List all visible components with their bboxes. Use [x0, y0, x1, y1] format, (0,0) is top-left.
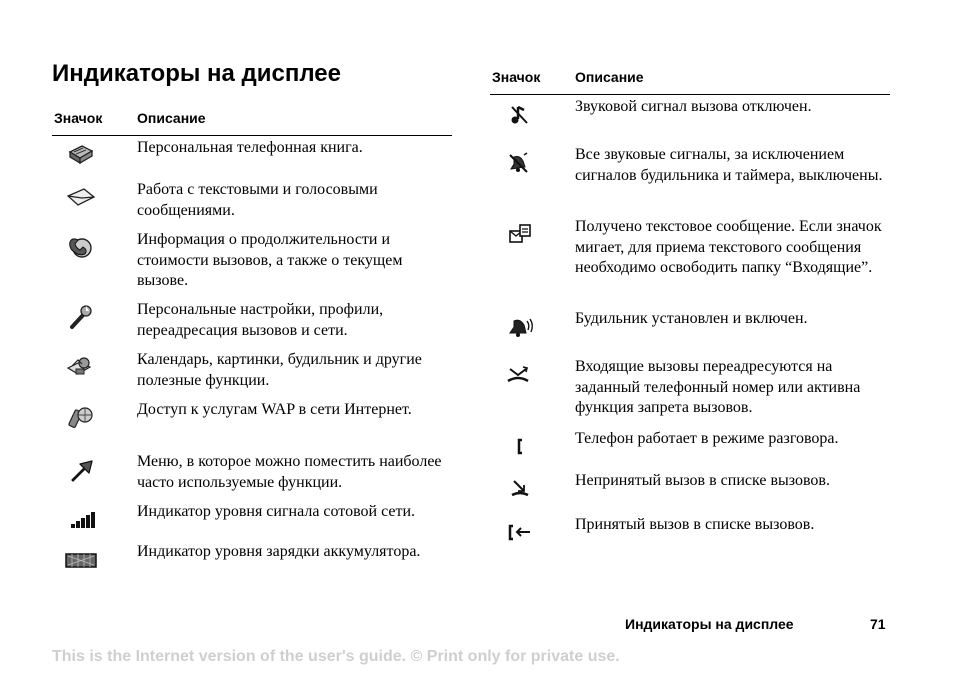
signal-strength-icon — [58, 506, 98, 532]
right-table-header — [490, 67, 890, 95]
call-divert-icon — [496, 361, 536, 387]
right-icon-table — [490, 67, 890, 533]
battery-icon — [58, 546, 98, 572]
header-icon-label: Значок — [492, 69, 541, 85]
watermark-notice: This is the Internet version of the user's guide. © Print only for private use. — [52, 648, 620, 665]
shortcut-arrow-icon — [58, 456, 98, 482]
envelope-icon — [58, 184, 98, 210]
ongoing-call-icon — [496, 433, 536, 459]
row-description: Телефон работает в режиме разговора. — [575, 430, 839, 447]
page-title: Индикаторы на дисплее — [52, 60, 341, 87]
row-description: Календарь, картинки, будильник и другие полезные функции. — [137, 351, 422, 389]
header-desc-label: Описание — [575, 69, 644, 85]
row-description: Принятый вызов в списке вызовов. — [575, 516, 815, 533]
all-sounds-off-icon — [496, 149, 536, 175]
sms-received-icon — [496, 221, 536, 247]
phonebook-icon — [58, 142, 98, 168]
ringer-off-icon — [496, 101, 536, 127]
row-description: Доступ к услугам WAP в сети Интернет. — [137, 401, 412, 418]
row-description: Все звуковые сигналы, за исключением сигналов будильника и таймера, выключены. — [575, 146, 883, 184]
row-description: Непринятый вызов в списке вызовов. — [575, 472, 830, 489]
row-description: Получено текстовое сообщение. Если значок мигает, для приема текстового сообщения необходимо освободить папку “Входящие”. — [575, 218, 882, 276]
left-icon-table — [52, 108, 452, 560]
call-info-icon — [58, 234, 98, 260]
row-description: Персональная телефонная книга. — [137, 139, 363, 156]
missed-call-icon — [496, 475, 536, 501]
page-number: 71 — [870, 616, 886, 632]
received-call-icon — [496, 519, 536, 545]
row-description: Меню, в которое можно поместить наиболее часто используемые функции. — [137, 453, 442, 491]
alarm-bell-icon — [496, 313, 536, 339]
row-description: Входящие вызовы переадресуются на заданный телефонный номер или активна функция запрета вызовов. — [575, 358, 861, 416]
row-description: Персональные настройки, профили, переадресация вызовов и сети. — [137, 301, 384, 339]
wrench-icon — [58, 304, 98, 330]
row-description: Звуковой сигнал вызова отключен. — [575, 98, 812, 115]
row-description: Информация о продолжительности и стоимости вызовов, а также о текущем вызове. — [137, 231, 403, 289]
left-table-header — [52, 108, 452, 136]
row-description: Работа с текстовыми и голосовыми сообщениями. — [137, 181, 378, 219]
wap-globe-icon — [58, 404, 98, 430]
footer-section-title: Индикаторы на дисплее — [625, 616, 794, 632]
row-description: Индикатор уровня зарядки аккумулятора. — [137, 543, 421, 560]
row-description: Индикатор уровня сигнала сотовой сети. — [137, 503, 416, 520]
row-description: Будильник установлен и включен. — [575, 310, 808, 327]
header-desc-label: Описание — [137, 110, 206, 126]
header-icon-label: Значок — [54, 110, 103, 126]
organizer-icon — [58, 354, 98, 380]
